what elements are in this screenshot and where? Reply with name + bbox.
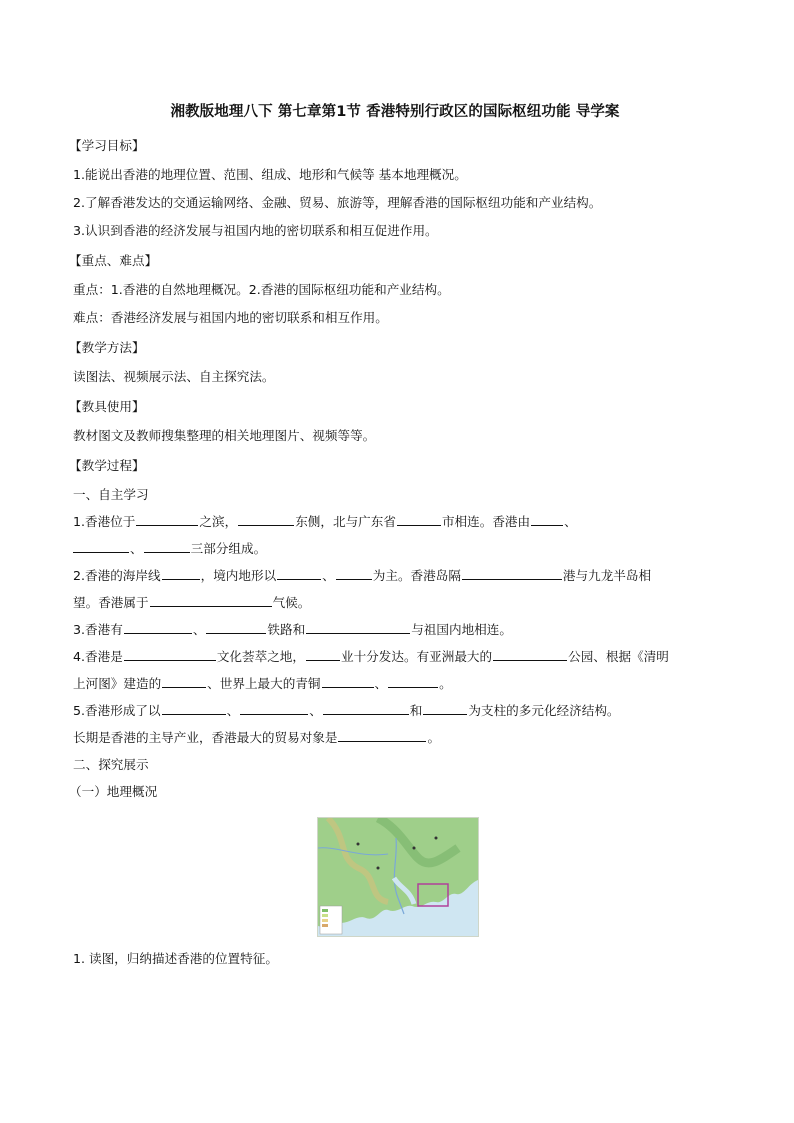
answer-blank[interactable] <box>136 511 198 526</box>
goal-2: 2.了解香港发达的交通运输网络、金融、贸易、旅游等，理解香港的国际枢纽功能和产业结构。 <box>73 195 602 210</box>
answer-blank[interactable] <box>238 511 294 526</box>
document-page <box>69 100 723 972</box>
goal-1: 1.能说出香港的地理位置、范围、组成、地形和气候等 基本地理概况。 <box>73 167 467 182</box>
answer-blank[interactable] <box>462 565 562 580</box>
answer-blank[interactable] <box>73 538 129 553</box>
answer-blank[interactable] <box>531 511 563 526</box>
answer-blank[interactable] <box>124 646 216 661</box>
question-4-line-2: 上河图》建造的 、世界上最大的青铜 、 。 <box>73 670 723 697</box>
tools-text: 教材图文及教师搜集整理的相关地理图片、视频等等。 <box>73 428 376 443</box>
answer-blank[interactable] <box>240 700 308 715</box>
hong-kong-map <box>317 817 479 937</box>
section-process-heading: 【教学过程】 <box>69 458 145 473</box>
question-2-line-2: 望。香港属于 气候。 <box>73 589 723 616</box>
answer-blank[interactable] <box>150 592 272 607</box>
answer-blank[interactable] <box>124 619 192 634</box>
map-image <box>318 818 478 936</box>
answer-blank[interactable] <box>306 646 340 661</box>
section-method-heading: 【教学方法】 <box>69 340 145 355</box>
answer-blank[interactable] <box>323 700 409 715</box>
answer-blank[interactable] <box>338 727 426 742</box>
goal-3: 3.认识到香港的经济发展与祖国内地的密切联系和相互促进作用。 <box>73 223 438 238</box>
difficult-points: 难点：香港经济发展与祖国内地的密切联系和相互作用。 <box>73 310 388 325</box>
answer-blank[interactable] <box>162 565 200 580</box>
part1-heading: 一、自主学习 <box>73 487 149 502</box>
question-5-line-1: 5.香港形成了以 、 、 和 为支柱的多元化经济结构。 <box>73 697 723 724</box>
part2-heading: 二、探究展示 <box>73 757 149 772</box>
answer-blank[interactable] <box>388 673 438 688</box>
document-title: 湘教版地理八下 第七章第1节 香港特别行政区的国际枢纽功能 导学案 <box>170 104 620 120</box>
answer-blank[interactable] <box>144 538 190 553</box>
answer-blank[interactable] <box>397 511 441 526</box>
task-1: 1. 读图，归纳描述香港的位置特征。 <box>73 951 278 966</box>
answer-blank[interactable] <box>277 565 321 580</box>
section-tools-heading: 【教具使用】 <box>69 399 145 414</box>
sub1-heading: （一）地理概况 <box>69 784 158 799</box>
question-1-line-1: 1.香港位于 之滨， 东侧，北与广东省 市相连。香港由 、 <box>73 508 723 535</box>
answer-blank[interactable] <box>306 619 410 634</box>
question-4-line-1: 4.香港是 文化荟萃之地， 业十分发达。有亚洲最大的 公园、根据《清明 <box>73 643 723 670</box>
answer-blank[interactable] <box>162 700 226 715</box>
answer-blank[interactable] <box>493 646 567 661</box>
answer-blank[interactable] <box>336 565 372 580</box>
section-key-heading: 【重点、难点】 <box>69 253 158 268</box>
question-2-line-1: 2.香港的海岸线 ，境内地形以 、 为主。香港岛隔 港与九龙半岛相 <box>73 562 723 589</box>
answer-blank[interactable] <box>162 673 206 688</box>
method-text: 读图法、视频展示法、自主探究法。 <box>73 369 275 384</box>
section-goals-heading: 【学习目标】 <box>69 138 145 153</box>
question-3: 3.香港有 、 铁路和 与祖国内地相连。 <box>73 616 723 643</box>
answer-blank[interactable] <box>206 619 266 634</box>
question-5-line-2: 长期是香港的主导产业，香港最大的贸易对象是 。 <box>73 724 723 751</box>
answer-blank[interactable] <box>423 700 467 715</box>
answer-blank[interactable] <box>322 673 374 688</box>
question-1-line-2: 、 三部分组成。 <box>73 535 723 562</box>
key-points: 重点：1.香港的自然地理概况。2.香港的国际枢纽功能和产业结构。 <box>73 282 450 297</box>
